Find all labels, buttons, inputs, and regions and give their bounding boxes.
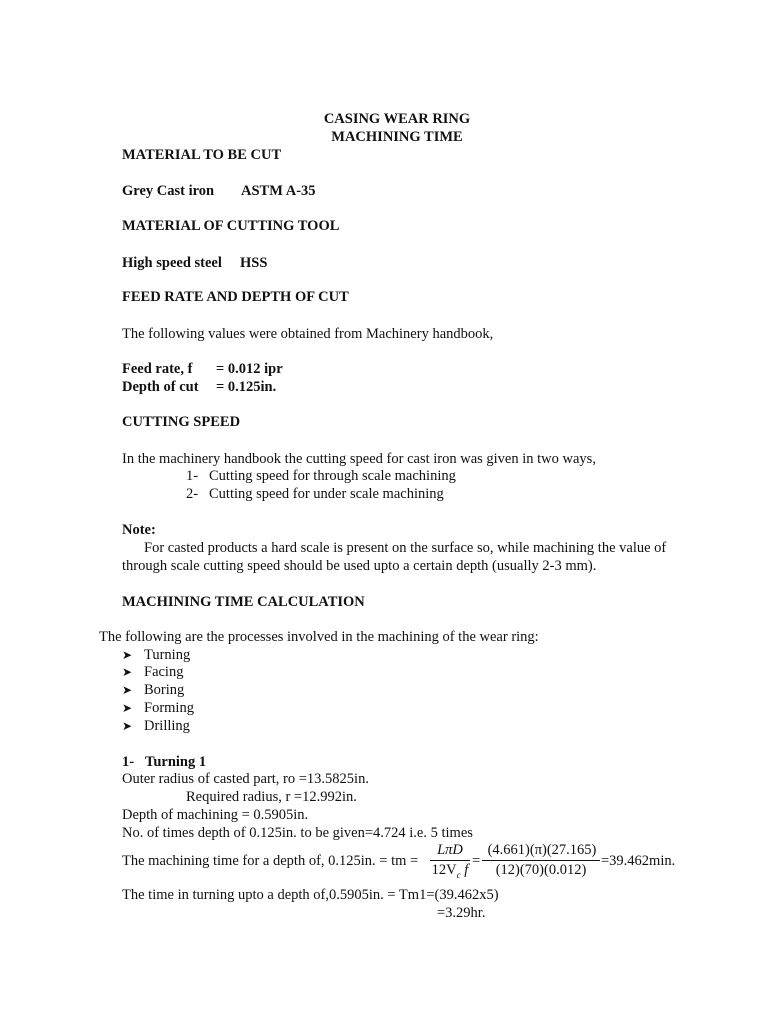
equals-sign: = <box>472 853 481 869</box>
list-item: ➤ Turning <box>122 647 191 663</box>
note-line-1: For casted products a hard scale is present on the surface so, while machining the value of <box>144 540 667 556</box>
speed-item-2-num: 2- <box>186 486 199 502</box>
heading-feed: FEED RATE AND DEPTH OF CUT <box>122 289 349 305</box>
times-depth: No. of times depth of 0.125in. to be given=4.724 i.e. 5 times <box>122 825 473 841</box>
speed-intro: In the machinery handbook the cutting speed for cast iron was given in two ways, <box>122 451 596 467</box>
outer-radius: Outer radius of casted part, ro =13.5825in. <box>122 771 369 787</box>
speed-item-1: Cutting speed for through scale machining <box>209 468 456 484</box>
speed-item-2: Cutting speed for under scale machining <box>209 486 444 502</box>
note-line-2: through scale cutting speed should be used upto a certain depth (usually 2-3 mm). <box>122 558 597 574</box>
speed-item-1-num: 1- <box>186 468 199 484</box>
fraction-bar <box>482 860 600 861</box>
value-denominator: (12)(70)(0.012) <box>495 862 587 878</box>
value-numerator: (4.661)(π)(27.165) <box>487 842 597 858</box>
fraction-bar <box>430 860 470 861</box>
list-item: ➤ Boring <box>122 682 185 698</box>
tool-abbr: HSS <box>240 255 268 271</box>
arrow-bullet-icon: ➤ <box>122 719 133 733</box>
depth-of-machining: Depth of machining = 0.5905in. <box>122 807 309 823</box>
material-name: Grey Cast iron <box>122 183 215 199</box>
required-radius: Required radius, r =12.992in. <box>186 789 357 805</box>
processes-intro: The following are the processes involved in the machining of the wear ring: <box>99 629 539 645</box>
arrow-bullet-icon: ➤ <box>122 701 133 715</box>
heading-material: MATERIAL TO BE CUT <box>122 147 282 163</box>
heading-speed: CUTTING SPEED <box>122 414 241 430</box>
heading-calc: MACHINING TIME CALCULATION <box>122 594 365 610</box>
feed-intro: The following values were obtained from Machinery handbook, <box>122 326 494 342</box>
heading-tool: MATERIAL OF CUTTING TOOL <box>122 218 340 234</box>
list-item: ➤ Drilling <box>122 718 190 734</box>
list-item: ➤ Forming <box>122 700 194 716</box>
page-title: CASING WEAR RING <box>323 111 471 127</box>
depth-value: = 0.125in. <box>216 379 277 395</box>
section-title: Turning 1 <box>145 754 207 770</box>
arrow-bullet-icon: ➤ <box>122 665 133 679</box>
turning-total-result: =3.29hr. <box>437 905 486 921</box>
material-spec: ASTM A-35 <box>241 183 316 199</box>
feed-label: Feed rate, f <box>122 361 193 377</box>
section-number: 1- <box>122 754 135 770</box>
note-label: Note: <box>122 522 156 538</box>
depth-label: Depth of cut <box>122 379 199 395</box>
list-item: ➤ Facing <box>122 664 184 680</box>
formula-denominator: $12V_c$ f <box>431 862 469 880</box>
feed-value: = 0.012 ipr <box>216 361 283 377</box>
tool-name: High speed steel <box>122 255 222 271</box>
turning-total-time: The time in turning upto a depth of,0.5905in. = Tm1=(39.462x5) <box>122 887 499 903</box>
arrow-bullet-icon: ➤ <box>122 683 133 697</box>
arrow-bullet-icon: ➤ <box>122 648 133 662</box>
equation-result: =39.462min. <box>601 853 676 869</box>
equation-prefix: The machining time for a depth of, 0.125in. = tm = <box>122 853 419 869</box>
formula-numerator: LπD <box>437 842 463 858</box>
page-subtitle: MACHINING TIME <box>331 129 463 145</box>
